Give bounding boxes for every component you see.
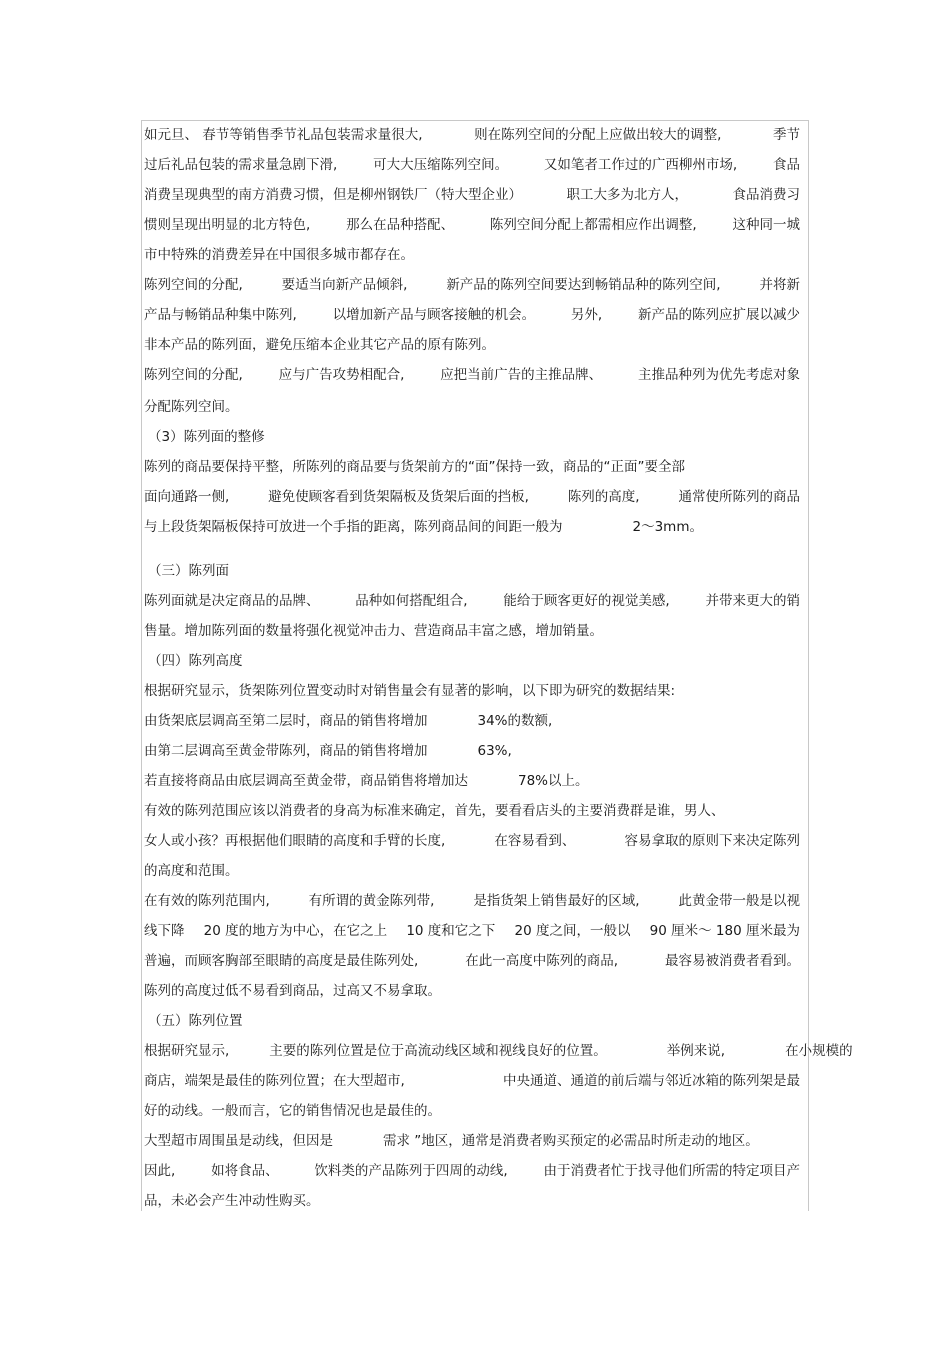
text-segment: 此黄金带一般是以视 (678, 893, 800, 909)
text-segment: 需求 ”地区，通常是消费者购买预定的必需品时所走动的地区。 (383, 1133, 759, 1149)
section-heading (148, 562, 229, 580)
text-line (144, 458, 685, 476)
text-line (144, 336, 495, 354)
text-segment: 这种同一城 (732, 217, 800, 233)
text-segment: 应把当前广告的主推品牌、 (440, 367, 603, 383)
section-heading (148, 652, 243, 670)
text-line (144, 922, 800, 940)
text-segment: 好的动线。一般而言，它的销售情况也是最佳的。 (144, 1103, 441, 1119)
text-line (144, 186, 800, 204)
text-segment: （三）陈列面 (148, 563, 229, 579)
text-segment: 以增加新产品与顾客接触的机会。 (332, 307, 536, 323)
text-segment: 另外, (570, 307, 603, 323)
text-segment: 有所谓的黄金陈列带, (308, 893, 435, 909)
text-line (144, 1132, 759, 1150)
text-segment: 63%, (477, 743, 512, 759)
text-segment: 职工大多为北方人， (566, 187, 688, 203)
text-line (144, 1162, 800, 1180)
text-line (144, 622, 603, 640)
text-line (144, 952, 800, 970)
text-segment: 又如笔者工作过的广西柳州市场, (543, 157, 738, 173)
text-segment: 根据研究显示，货架陈列位置变动时对销售量会有显著的影响，以下即为研究的数据结果: (144, 683, 676, 699)
text-segment: 避免使顾客看到货架隔板及货架后面的挡板, (268, 489, 529, 505)
text-line (144, 592, 800, 610)
text-segment: 通常使所陈列的商品 (678, 489, 800, 505)
text-segment: 根据研究显示, (144, 1043, 230, 1059)
text-segment: 品，未必会产生冲动性购买。 (144, 1193, 320, 1209)
text-segment: 市中特殊的消费差异在中国很多城市都存在。 (144, 247, 414, 263)
text-segment: 90 厘米～ 180 厘米最为 (649, 923, 800, 939)
text-line (144, 306, 800, 324)
text-segment: 在有效的陈列范围内, (144, 893, 270, 909)
text-segment: 女人或小孩？再根据他们眼睛的高度和手臂的长度, (144, 833, 446, 849)
text-segment: 陈列空间的分配, (144, 277, 243, 293)
text-segment: 陈列空间分配上都需相应作出调整, (489, 217, 697, 233)
text-segment: 售量。增加陈列面的数量将强化视觉冲击力、营造商品丰富之感，增加销量。 (144, 623, 603, 639)
text-line (144, 276, 800, 294)
text-segment: 饮料类的产品陈列于四周的动线, (314, 1163, 508, 1179)
text-segment: 34%的数额, (477, 713, 553, 729)
text-segment: 举例来说, (666, 1043, 726, 1059)
text-segment: 新产品的陈列应扩展以减少 (637, 307, 800, 323)
text-line (144, 126, 800, 144)
text-segment: （四）陈列高度 (148, 653, 243, 669)
text-line (144, 892, 800, 910)
text-segment: 产品与畅销品种集中陈列, (144, 307, 297, 323)
text-segment: 能给于顾客更好的视觉美感, (503, 593, 670, 609)
text-line (144, 366, 800, 384)
text-segment: 与上段货架隔板保持可放进一个手指的距离，陈列商品间的间距一般为 (144, 519, 563, 535)
text-segment: 并带来更大的销 (705, 593, 800, 609)
text-segment: 有效的陈列范围应该以消费者的身高为标准来确定，首先，要看看店头的主要消费群是谁，男人、 (144, 803, 725, 819)
text-line (144, 802, 725, 820)
text-segment: 陈列空间的分配, (144, 367, 243, 383)
text-segment: 可大大压缩陈列空间。 (373, 157, 509, 173)
text-segment: 主要的陈列位置是位于高流动线区域和视线良好的位置。 (269, 1043, 607, 1059)
text-line (144, 398, 239, 416)
text-line (144, 488, 800, 506)
text-segment: 品种如何搭配组合, (355, 593, 468, 609)
text-segment: 最容易被消费者看到。 (665, 953, 800, 969)
text-segment: 新产品的陈列空间要达到畅销品种的陈列空间, (446, 277, 721, 293)
text-segment: 并将新 (759, 277, 800, 293)
text-segment: 食品消费习 (732, 187, 800, 203)
text-segment: 20 度之间，一般以 (514, 923, 631, 939)
text-segment: 如将食品、 (211, 1163, 279, 1179)
text-line (144, 982, 441, 1000)
text-segment: 面向通路一侧, (144, 489, 230, 505)
text-segment: 那么在品种搭配、 (346, 217, 455, 233)
text-line (144, 772, 589, 790)
text-line (144, 1042, 853, 1060)
text-segment: 78%以上。 (518, 773, 589, 789)
text-segment: 则在陈列空间的分配上应做出较大的调整, (474, 127, 722, 143)
text-line (144, 682, 675, 700)
text-segment: 因此, (144, 1163, 176, 1179)
text-segment: 消费呈现典型的南方消费习惯，但是柳州钢铁厂（特大型企业） (144, 187, 522, 203)
section-heading (148, 428, 265, 446)
text-segment: 的高度和范围。 (144, 863, 239, 879)
text-segment: 容易拿取的原则下来决定陈列 (624, 833, 800, 849)
text-segment: （3）陈列面的整修 (148, 429, 265, 445)
text-segment: 大型超市周围虽是动线，但因是 (144, 1133, 333, 1149)
text-line (144, 216, 800, 234)
text-segment: 由货架底层调高至第二层时，商品的销售将增加 (144, 713, 428, 729)
text-line (144, 1102, 441, 1120)
text-line (144, 862, 239, 880)
text-segment: 主推品种列为优先考虑对象 (637, 367, 800, 383)
text-line (144, 742, 512, 760)
text-segment: 商店，端架是最佳的陈列位置；在大型超市, (144, 1073, 405, 1089)
text-segment: 普遍，而顾客胸部至眼睛的高度是最佳陈列处, (144, 953, 419, 969)
text-segment: 在小规模的 (785, 1043, 853, 1059)
text-segment: 陈列的高度, (567, 489, 640, 505)
text-segment: 若直接将商品由底层调高至黄金带，商品销售将增加达 (144, 773, 468, 789)
text-segment: 中央通道、通道的前后端与邻近冰箱的陈列架是最 (503, 1073, 800, 1089)
text-line (144, 518, 703, 536)
text-line (144, 712, 552, 730)
text-segment: 2～3mm。 (632, 519, 703, 535)
text-segment: 10 度和它之下 (406, 923, 496, 939)
text-line (144, 246, 414, 264)
text-segment: 过后礼品包装的需求量急剧下滑, (144, 157, 338, 173)
text-segment: 惯则呈现出明显的北方特色, (144, 217, 311, 233)
section-heading (148, 1012, 243, 1030)
text-line (144, 156, 800, 174)
text-segment: 非本产品的陈列面，避免压缩本企业其它产品的原有陈列。 (144, 337, 495, 353)
text-segment: 在此一高度中陈列的商品, (465, 953, 619, 969)
text-segment: 季节 (772, 127, 800, 143)
text-segment: 陈列的高度过低不易看到商品，过高又不易拿取。 (144, 983, 441, 999)
text-segment: 线下降 (144, 923, 185, 939)
text-segment: （五）陈列位置 (148, 1013, 243, 1029)
text-segment: 如元旦、 春节等销售季节礼品包装需求量很大, (144, 127, 423, 143)
text-segment: 由第二层调高至黄金带陈列，商品的销售将增加 (144, 743, 428, 759)
text-segment: 陈列的商品要保持平整，所陈列的商品要与货架前方的“面”保持一致，商品的“正面”要全部 (144, 459, 685, 475)
text-segment: 在容易看到、 (494, 833, 576, 849)
text-segment: 由于消费者忙于找寻他们所需的特定项目产 (543, 1163, 800, 1179)
text-segment: 食品 (772, 157, 800, 173)
text-segment: 是指货架上销售最好的区域, (473, 893, 640, 909)
text-segment: 要适当向新产品倾斜, (281, 277, 408, 293)
text-line (144, 1072, 800, 1090)
text-segment: 20 度的地方为中心，在它之上 (203, 923, 388, 939)
text-segment: 应与广告攻势相配合, (278, 367, 405, 383)
text-line (144, 832, 800, 850)
text-line (144, 1192, 320, 1210)
text-segment: 陈列面就是决定商品的品牌、 (144, 593, 320, 609)
text-segment: 分配陈列空间。 (144, 399, 239, 415)
